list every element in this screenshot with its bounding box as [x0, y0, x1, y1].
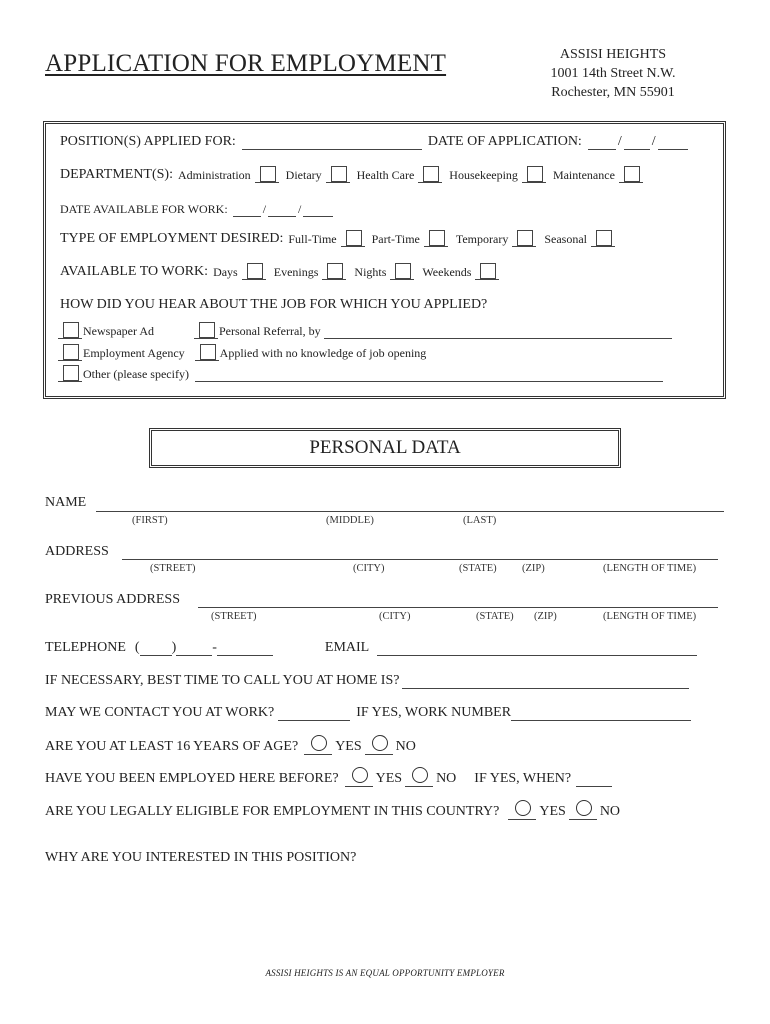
departments-label: DEPARTMENT(S): [60, 167, 173, 182]
age-row [45, 737, 416, 755]
name-sub-first: (FIRST) [132, 515, 168, 526]
age-yes-radio[interactable] [304, 737, 332, 755]
source-agency-checkbox[interactable] [58, 344, 82, 361]
date-available-year[interactable] [303, 203, 333, 217]
work-number-label: IF YES, WORK NUMBER [356, 705, 512, 720]
employed-when-label: IF YES, WHEN? [474, 771, 572, 786]
type-parttime-label: Part-Time [371, 232, 420, 246]
eligible-yes-label: YES [539, 804, 566, 819]
dept-dietary-label: Dietary [285, 168, 322, 182]
telephone-label: TELEPHONE [45, 640, 126, 655]
source-other-checkbox[interactable] [58, 365, 82, 382]
work-number-field[interactable] [511, 707, 691, 721]
employed-when-field[interactable] [576, 773, 612, 787]
type-parttime-checkbox[interactable] [424, 230, 448, 247]
source-row-1 [58, 322, 674, 339]
eligible-row [45, 802, 620, 820]
date-slash: / [298, 202, 302, 216]
dept-maintenance-label: Maintenance [552, 168, 615, 182]
telephone-area-field[interactable] [140, 642, 172, 656]
dept-maintenance-checkbox[interactable] [619, 166, 643, 183]
date-application-month[interactable] [588, 136, 616, 150]
dept-healthcare-checkbox[interactable] [418, 166, 442, 183]
org-city: Rochester, MN 55901 [551, 85, 675, 100]
source-referral-label: Personal Referral, by [218, 324, 321, 338]
dept-healthcare-label: Health Care [356, 168, 415, 182]
source-newspaper-label: Newspaper Ad [83, 324, 154, 338]
age-label: ARE YOU AT LEAST 16 YEARS OF AGE? [45, 739, 299, 754]
contact-work-field[interactable] [278, 707, 350, 721]
position-field[interactable] [242, 136, 422, 150]
date-available-day[interactable] [268, 203, 296, 217]
prev-sub-state: (STATE) [476, 611, 514, 622]
why-label: WHY ARE YOU INTERESTED IN THIS POSITION? [45, 850, 357, 865]
email-field[interactable] [377, 642, 697, 656]
type-temporary-label: Temporary [455, 232, 509, 246]
hear-row [60, 297, 487, 313]
avail-days-checkbox[interactable] [242, 263, 266, 280]
best-time-label: IF NECESSARY, BEST TIME TO CALL YOU AT HOME IS? [45, 673, 400, 688]
name-label: NAME [45, 495, 87, 510]
contact-work-row [45, 705, 691, 721]
avail-nights-label: Nights [354, 265, 387, 279]
dept-dietary-checkbox[interactable] [326, 166, 350, 183]
type-fulltime-label: Full-Time [288, 232, 337, 246]
dept-administration-label: Administration [177, 168, 251, 182]
position-label: POSITION(S) APPLIED FOR: [60, 134, 236, 149]
org-name: ASSISI HEIGHTS [559, 47, 667, 62]
avail-evenings-checkbox[interactable] [322, 263, 346, 280]
source-other-label: Other (please specify) [83, 367, 189, 381]
prev-address-field[interactable] [198, 607, 718, 608]
employed-label: HAVE YOU BEEN EMPLOYED HERE BEFORE? [45, 771, 339, 786]
address-sub-city: (CITY) [353, 563, 385, 574]
telephone-dash: - [212, 640, 217, 655]
telephone-paren: ( [134, 640, 140, 655]
age-yes-label: YES [335, 739, 362, 754]
avail-weekends-checkbox[interactable] [475, 263, 499, 280]
dept-administration-checkbox[interactable] [255, 166, 279, 183]
eligible-no-radio[interactable] [569, 802, 597, 820]
dept-housekeeping-checkbox[interactable] [522, 166, 546, 183]
employed-no-label: NO [436, 771, 457, 786]
form-title: APPLICATION FOR EMPLOYMENT [45, 50, 447, 77]
availability-label: AVAILABLE TO WORK: [60, 264, 209, 279]
avail-weekends-label: Weekends [422, 265, 472, 279]
address-sub-street: (STREET) [150, 563, 196, 574]
prev-sub-city: (CITY) [379, 611, 411, 622]
type-seasonal-checkbox[interactable] [591, 230, 615, 247]
prev-sub-street: (STREET) [211, 611, 257, 622]
contact-work-label: MAY WE CONTACT YOU AT WORK? [45, 705, 275, 720]
date-available-month[interactable] [233, 203, 261, 217]
eligible-label: ARE YOU LEGALLY ELIGIBLE FOR EMPLOYMENT IN THIS COUNTRY? [45, 804, 500, 819]
personal-data-heading: PERSONAL DATA [149, 428, 621, 468]
employment-type-label: TYPE OF EMPLOYMENT DESIRED: [60, 231, 284, 246]
employment-type-row [60, 230, 619, 247]
source-referral-field[interactable] [324, 325, 672, 339]
address-label: ADDRESS [45, 544, 109, 559]
date-application-year[interactable] [658, 136, 688, 150]
address-sub-zip: (ZIP) [522, 563, 545, 574]
eligible-no-label: NO [599, 804, 621, 819]
best-time-field[interactable] [402, 675, 689, 689]
source-referral-checkbox[interactable] [194, 322, 218, 339]
source-applied-label: Applied with no knowledge of job opening [219, 346, 427, 360]
employed-row [45, 769, 614, 787]
source-newspaper-checkbox[interactable] [58, 322, 82, 339]
employed-yes-label: YES [375, 771, 403, 786]
source-row-2 [58, 344, 426, 361]
avail-nights-checkbox[interactable] [390, 263, 414, 280]
dept-housekeeping-label: Housekeeping [449, 168, 518, 182]
prev-address-label: PREVIOUS ADDRESS [45, 592, 180, 607]
date-available-row [60, 202, 335, 217]
date-application-label: DATE OF APPLICATION: [427, 134, 582, 149]
age-no-radio[interactable] [365, 737, 393, 755]
name-sub-last: (LAST) [463, 515, 497, 526]
type-fulltime-checkbox[interactable] [341, 230, 365, 247]
source-other-field[interactable] [195, 368, 663, 382]
avail-days-label: Days [213, 265, 238, 279]
date-application-day[interactable] [624, 136, 650, 150]
why-answer-area[interactable] [45, 872, 725, 952]
position-row [60, 134, 690, 150]
telephone-row [45, 640, 699, 656]
email-label: EMAIL [324, 640, 370, 655]
footer-eoe: ASSISI HEIGHTS IS AN EQUAL OPPORTUNITY EMPLOYER [265, 968, 505, 978]
name-sub-middle: (MIDDLE) [326, 515, 374, 526]
organization-address [528, 45, 698, 102]
type-seasonal-label: Seasonal [544, 232, 587, 246]
address-sub-state: (STATE) [459, 563, 497, 574]
availability-row [60, 263, 503, 280]
telephone-prefix-field[interactable] [176, 642, 212, 656]
source-agency-label: Employment Agency [83, 346, 185, 360]
telephone-paren: ) [171, 640, 177, 655]
source-applied-checkbox[interactable] [195, 344, 219, 361]
departments-row [60, 166, 647, 183]
date-slash: / [262, 202, 267, 216]
eligible-yes-radio[interactable] [508, 802, 536, 820]
org-street: 1001 14th Street N.W. [550, 66, 676, 81]
type-temporary-checkbox[interactable] [512, 230, 536, 247]
date-available-label: DATE AVAILABLE FOR WORK: [60, 202, 228, 216]
telephone-line-field[interactable] [217, 642, 273, 656]
date-slash: / [617, 134, 622, 149]
date-slash: / [651, 134, 656, 149]
prev-sub-length: (LENGTH OF TIME) [603, 611, 697, 622]
source-row-3 [58, 365, 665, 382]
hear-label: HOW DID YOU HEAR ABOUT THE JOB FOR WHICH YOU APPLIED? [60, 297, 488, 312]
best-time-row [45, 673, 691, 689]
employed-yes-radio[interactable] [345, 769, 373, 787]
name-field[interactable] [96, 511, 724, 512]
avail-evenings-label: Evenings [273, 265, 319, 279]
prev-sub-zip: (ZIP) [534, 611, 557, 622]
employed-no-radio[interactable] [405, 769, 433, 787]
address-sub-length: (LENGTH OF TIME) [603, 563, 697, 574]
address-field[interactable] [122, 559, 718, 560]
age-no-label: NO [395, 739, 416, 754]
